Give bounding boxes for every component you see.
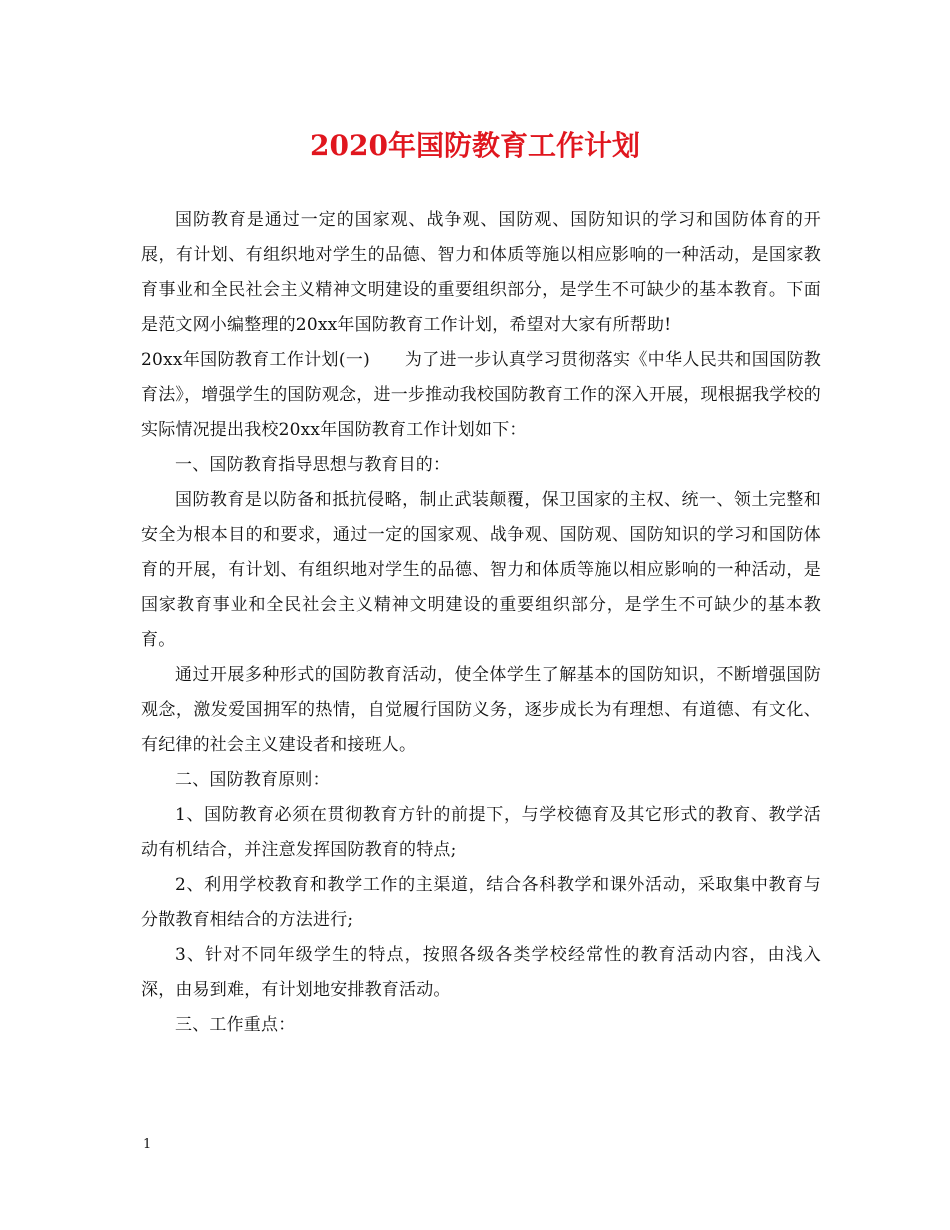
guiding-ideology-paragraph: 国防教育是以防备和抵抗侵略，制止武装颠覆，保卫国家的主权、统一、领土完整和安全为根本目的和要求，通过一定的国家观、战争观、国防观、国防知识的学习和国防体育的开展，有计划、有组织地对学生的品德、智力和体质等施以相应影响的一种活动，是国家教育事业和全民社会主义精神文明建设的重要组织部分，是学生不可缺少的基本教育。 [141,490,821,650]
principle-item-1: 1、国防教育必须在贯彻教育方针的前提下，与学校德育及其它形式的教育、教学活动有机结合，并注意发挥国防教育的特点; [141,805,821,860]
section-heading-guiding-ideology: 一、国防教育指导思想与教育目的： [175,455,451,475]
principle-item-3: 3、针对不同年级学生的特点，按照各级各类学校经常性的教育活动内容，由浅入深，由易到难，有计划地安排教育活动。 [141,945,821,1000]
education-goal-paragraph: 通过开展多种形式的国防教育活动，使全体学生了解基本的国防知识，不断增强国防观念，激发爱国拥军的热情，自觉履行国防义务，逐步成长为有理想、有道德、有文化、有纪律的社会主义建设者和接班人。 [141,665,821,755]
intro-paragraph: 国防教育是通过一定的国家观、战争观、国防观、国防知识的学习和国防体育的开展，有计划、有组织地对学生的品德、智力和体质等施以相应影响的一种活动，是国家教育事业和全民社会主义精神文明建设的重要组织部分，是学生不可缺少的基本教育。下面是范文网小编整理的20xx年国防教育工作计划，希望对大家有所帮助! [141,210,821,335]
page-number: 1 [143,1137,152,1152]
section-heading-principles: 二、国防教育原则： [175,770,330,790]
section-heading-work-focus: 三、工作重点： [175,1015,296,1035]
principle-item-2: 2、利用学校教育和教学工作的主渠道，结合各科教学和课外活动，采取集中教育与分散教育相结合的方法进行; [141,875,821,930]
plan-one-paragraph: 20xx年国防教育工作计划(一) 为了进一步认真学习贯彻落实《中华人民共和国国防教育法》，增强学生的国防观念，进一步推动我校国防教育工作的深入开展，现根据我学校的实际情况提出我校20xx年国防教育工作计划如下： [141,350,821,440]
document-title: 2020年国防教育工作计划 [310,129,640,162]
document-body [141,203,821,1043]
